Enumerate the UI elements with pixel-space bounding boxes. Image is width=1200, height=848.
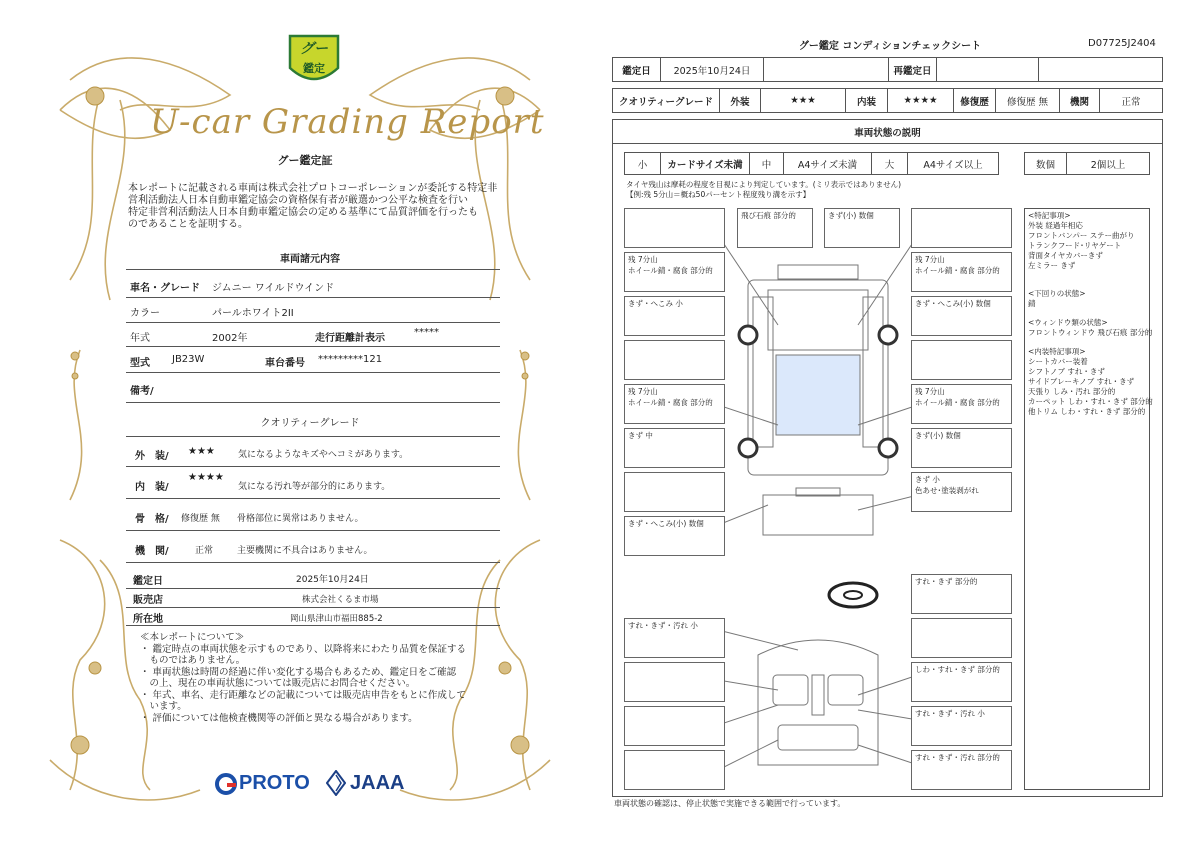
cert-line: 本レポートに記載される車両は株式会社プロトコーポレーションが委託する特定非 <box>128 183 498 194</box>
engine-label: 機 関/ <box>135 546 169 557</box>
car-diagram <box>718 205 918 805</box>
count-label: 数個 <box>1025 153 1067 174</box>
shop-label: 販売店 <box>133 595 163 606</box>
tire-example: 【例:残 5分山＝概ね50パーセント程度残り溝を示す】 <box>626 190 811 199</box>
condition-box: きず 中 <box>624 428 725 468</box>
reinspect-label: 再鑑定日 <box>889 58 937 81</box>
size-large: 大 <box>872 153 908 174</box>
condition-box <box>911 208 1012 248</box>
cert-line: 特定非営利活動法人日本自動車鑑定協会の定める基準にて品質評価を行ったも <box>128 207 478 218</box>
size-large-desc: A4サイズ以上 <box>923 159 983 171</box>
condition-box: 残 7分山 ホイール錆・腐食 部分的 <box>624 384 725 424</box>
cert-line: のであることを証明する。 <box>128 219 248 230</box>
special-notes-line: 錆 <box>1028 299 1036 308</box>
quality-grade-title: クオリティーグレード <box>260 418 360 429</box>
size-small: 小 <box>625 153 661 174</box>
model-label: 車名・グレード <box>130 283 200 294</box>
frame-value: 修復歴 無 <box>181 514 220 524</box>
condition-title: 車両状態の説明 <box>613 120 1162 144</box>
ext-label: 外装 <box>720 89 761 112</box>
divider <box>126 625 500 626</box>
repair-label: 修復歴 <box>954 89 996 112</box>
proto-logo <box>215 772 310 795</box>
condition-box: すれ・きず 部分的 <box>911 574 1012 614</box>
model-value: ジムニー ワイルドウインド <box>212 283 335 294</box>
certificate-title: グー鑑定証 <box>277 154 333 167</box>
mileage-label: 走行距離計表示 <box>315 333 385 344</box>
badge-top-text: グー <box>300 41 328 57</box>
divider <box>126 346 500 347</box>
cert-line: 営利活動法人日本自動車鑑定協会の資格保有者が厳選かつ公平な検査を行い <box>128 195 468 206</box>
int-label: 内装 <box>846 89 888 112</box>
condition-box: きず・へこみ 小 <box>624 296 725 336</box>
jaaa-logo <box>326 770 404 796</box>
condition-check-sheet <box>600 0 1200 848</box>
date-value: 2025年10月24日 <box>296 575 369 585</box>
report-script-title: U-car Grading Report <box>150 102 545 142</box>
frame-label: 骨 格/ <box>135 514 169 525</box>
address-value: 岡山県津山市福田885-2 <box>290 614 383 624</box>
divider <box>126 269 500 270</box>
special-notes-line: <内装特記事項> <box>1028 347 1086 356</box>
frame-desc: 骨格部位に異常はありません。 <box>237 514 364 524</box>
special-notes-line: 背面タイヤカバーきず <box>1028 251 1103 260</box>
exterior-stars: ★★★ <box>188 446 215 457</box>
notes-line: の上、現在の車両状態については販売店にお問合せください。 <box>140 678 416 689</box>
notes-line: います。 <box>140 701 187 712</box>
footer-note: 車両状態の確認は、停止状態で実施できる範囲で行っています。 <box>614 799 846 808</box>
jaaa-mark-icon <box>326 770 346 796</box>
notes-line: ・ 評価については他検査機関等の評価と異なる場合があります。 <box>140 712 418 724</box>
condition-box: すれ・きず・汚れ 部分的 <box>911 750 1012 790</box>
interior-label: 内 装/ <box>135 482 169 493</box>
condition-box: 飛び石痕 部分的 <box>737 208 813 248</box>
condition-box <box>624 208 725 248</box>
size-legend <box>624 152 999 175</box>
divider <box>126 562 500 563</box>
address-label: 所在地 <box>133 614 163 625</box>
special-notes-line: フロントウィンドウ 飛び石痕 部分的 <box>1028 328 1153 337</box>
type-value: JB23W <box>172 354 205 365</box>
divider <box>126 322 500 323</box>
condition-box: 残 7分山 ホイール錆・腐食 部分的 <box>911 384 1012 424</box>
inspect-date-value: 2025年10月24日 <box>661 58 764 81</box>
divider <box>126 436 500 437</box>
engine-value: 正常 <box>195 546 214 556</box>
exterior-desc: 気になるようなキズやヘコミがあります。 <box>238 450 409 460</box>
interior-stars: ★★★★ <box>188 472 224 483</box>
int-stars: ★★★★ <box>888 89 954 112</box>
repair-value: 修復歴 無 <box>996 89 1060 112</box>
size-small-desc: カードサイズ未満 <box>661 153 750 174</box>
divider <box>126 466 500 467</box>
quality-row <box>612 88 1163 113</box>
condition-box: 残 7分山 ホイール錆・腐食 部分的 <box>624 252 725 292</box>
condition-box <box>624 662 725 702</box>
reinspect-value <box>937 58 1039 81</box>
engine-desc: 主要機関に不具合はありません。 <box>237 546 373 556</box>
condition-box <box>624 706 725 746</box>
quality-label: クオリティーグレード <box>613 89 720 112</box>
condition-box: すれ・きず・汚れ 小 <box>911 706 1012 746</box>
proto-mark-icon <box>215 773 237 795</box>
jaaa-logo-text: JAAA <box>350 771 405 794</box>
notes-line: ものではありません。 <box>140 655 246 666</box>
special-notes-line: <ウィンドウ類の状態> <box>1028 318 1108 327</box>
sheet-code: D07725J2404 <box>1088 38 1156 49</box>
special-notes-line: サイドブレーキノブ すれ・きず <box>1028 377 1135 386</box>
count-legend <box>1024 152 1150 175</box>
notes-line: ≪本レポートについて≫ <box>140 632 245 643</box>
report-notes <box>140 632 490 724</box>
condition-box: すれ・きず・汚れ 小 <box>624 618 725 658</box>
special-notes-line: 天張り しみ・汚れ 部分的 <box>1028 387 1116 396</box>
engine-value: 正常 <box>1121 96 1141 108</box>
year-value: 2002年 <box>212 333 248 344</box>
goo-badge-logo <box>286 32 342 88</box>
count-desc: 2個以上 <box>1090 159 1126 171</box>
remarks-label: 備考/ <box>130 386 154 397</box>
condition-box <box>624 750 725 790</box>
mileage-value: ***** <box>414 327 439 338</box>
date-label: 鑑定日 <box>133 576 163 587</box>
certificate-text <box>128 183 498 231</box>
special-notes-line: 外装 経過年相応 <box>1028 221 1083 230</box>
special-notes-line: フロントバンパー ステー曲がり <box>1028 231 1135 240</box>
special-notes-line: <下回りの状態> <box>1028 289 1086 298</box>
special-notes-line: <特記事項> <box>1028 211 1071 220</box>
condition-box: きず・へこみ(小) 数個 <box>911 296 1012 336</box>
sheet-title: グー鑑定 コンディションチェックシート <box>798 41 982 52</box>
special-notes-line: トランクフード･リヤゲート <box>1028 241 1122 250</box>
notes-line: ・ 鑑定時点の車両状態を示すものであり、以降将来にわたり品質を保証する <box>140 643 467 655</box>
condition-box: きず(小) 数個 <box>824 208 900 248</box>
size-mid-desc: A4サイズ未満 <box>784 153 872 174</box>
special-notes-line: 左ミラー きず <box>1028 261 1076 270</box>
size-mid: 中 <box>750 153 784 174</box>
condition-box: 残 7分山 ホイール錆・腐食 部分的 <box>911 252 1012 292</box>
condition-box <box>911 618 1012 658</box>
divider <box>126 402 500 403</box>
divider <box>126 498 500 499</box>
special-notes-line: シートカバー装着 <box>1028 357 1088 366</box>
inspect-date-label: 鑑定日 <box>613 58 661 81</box>
ext-stars: ★★★ <box>761 89 846 112</box>
type-label: 型式 <box>130 358 150 369</box>
divider <box>126 372 500 373</box>
divider <box>126 297 500 298</box>
exterior-label: 外 装/ <box>135 451 169 462</box>
chassis-label: 車台番号 <box>265 358 305 369</box>
condition-box: きず 小 色あせ･塗装剥がれ <box>911 472 1012 512</box>
shop-value: 株式会社くるま市場 <box>302 595 379 605</box>
condition-box <box>911 340 1012 380</box>
special-notes-line: カーペット しわ・すれ・きず 部分的 <box>1028 397 1153 406</box>
engine-label: 機関 <box>1060 89 1100 112</box>
badge-bottom-text: 鑑定 <box>303 62 325 75</box>
spec-section-title: 車両諸元内容 <box>280 254 340 265</box>
blank-cell <box>764 58 889 81</box>
condition-box <box>624 472 725 512</box>
special-notes-panel <box>1024 208 1153 790</box>
tire-note: タイヤ残山は摩耗の程度を目視により判定しています。(ミリ表示ではありません) <box>626 180 902 189</box>
interior-desc: 気になる汚れ等が部分的にあります。 <box>238 482 391 492</box>
condition-box: きず・へこみ(小) 数個 <box>624 516 725 556</box>
divider <box>126 607 500 608</box>
special-notes-line: シフトノブ すれ・きず <box>1028 367 1105 376</box>
chassis-value: *********121 <box>318 354 383 365</box>
notes-line: ・ 年式、車名、走行距離などの記載については販売店申告をもとに作成して <box>140 689 466 701</box>
notes-line: ・ 車両状態は時間の経過に伴い変化する場合もあるため、鑑定日をご確認 <box>140 666 457 678</box>
proto-logo-text: PROTO <box>239 772 310 794</box>
color-value: パールホワイト2II <box>212 308 294 319</box>
year-label: 年式 <box>130 333 150 344</box>
date-row <box>612 57 1163 82</box>
steering-wheel-icon <box>826 580 880 610</box>
condition-box: きず(小) 数個 <box>911 428 1012 468</box>
condition-box <box>624 340 725 380</box>
divider <box>126 530 500 531</box>
color-label: カラー <box>130 308 160 319</box>
condition-box: しわ・すれ・きず 部分的 <box>911 662 1012 702</box>
special-notes-line: 他トリム しわ・すれ・きず 部分的 <box>1028 407 1146 416</box>
divider <box>126 588 500 589</box>
